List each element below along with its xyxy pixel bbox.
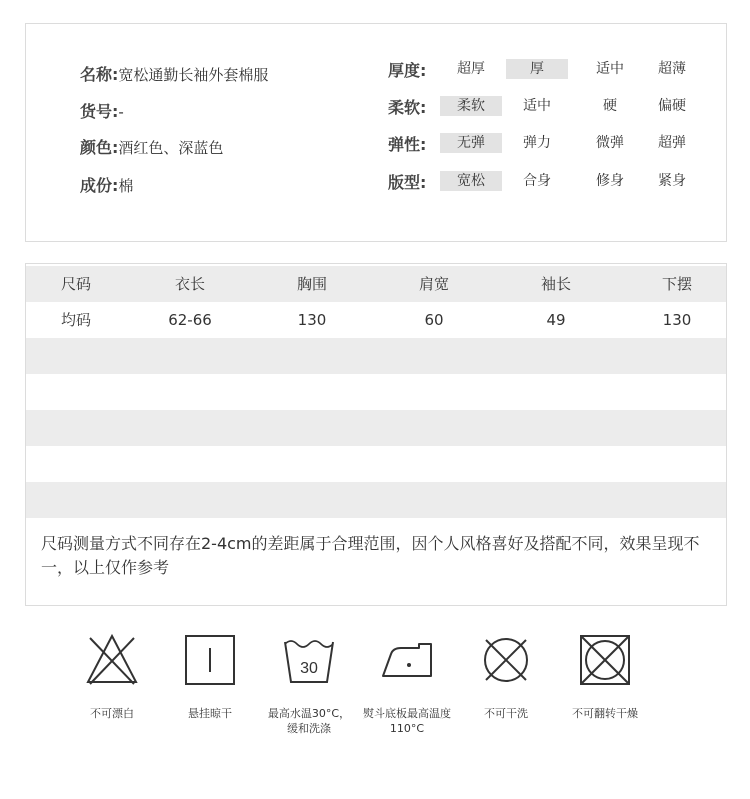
care-caption: 不可干洗 <box>484 707 528 720</box>
care-hang-dry <box>165 632 255 721</box>
care-caption: 最高水温30°C，缓和洗涤 <box>267 707 351 735</box>
care-iron <box>362 632 452 736</box>
thickness-option-selected: 厚 <box>506 59 568 79</box>
header-cell: 下摆 <box>661 275 692 293</box>
header-cell: 肩宽 <box>418 275 449 293</box>
product-color <box>80 135 223 158</box>
fit-option-selected: 宽松 <box>440 171 502 191</box>
empty-row <box>26 482 726 518</box>
elasticity-option: 弹力 <box>523 135 551 151</box>
wash-30-icon <box>281 632 337 688</box>
softness-option: 硬 <box>603 98 617 114</box>
thickness-label: 厚度: <box>388 61 427 80</box>
care-no-tumble-dry <box>559 632 651 721</box>
product-color-label: 颜色: <box>80 138 119 157</box>
header-cell: 衣长 <box>174 275 205 293</box>
thickness-option: 适中 <box>596 61 624 77</box>
table-cell: 均码 <box>60 311 91 329</box>
header-cell: 胸围 <box>296 275 327 293</box>
care-no-dry-clean <box>461 632 551 721</box>
table-cell: 49 <box>546 311 566 329</box>
fit-option: 修身 <box>596 173 624 189</box>
wash-temp-text: 30 <box>300 660 318 677</box>
no-bleach-icon <box>84 632 140 688</box>
fit-label: 版型: <box>388 173 427 192</box>
thickness-option: 超厚 <box>457 61 485 77</box>
fit-option: 合身 <box>523 173 551 189</box>
empty-row <box>26 446 726 482</box>
size-note: 尺码测量方式不同存在2-4cm的差距属于合理范围，因个人风格喜好及搭配不同，效果呈现不一，以上仅作参考 <box>41 534 700 577</box>
product-color-value: 酒红色、深蓝色 <box>118 139 224 157</box>
elasticity-label: 弹性: <box>388 135 427 154</box>
header-cell: 尺码 <box>60 275 91 293</box>
hang-dry-icon <box>182 632 238 688</box>
care-caption: 不可漂白 <box>90 707 134 720</box>
no-dry-clean-icon <box>478 632 534 688</box>
table-cell: 130 <box>662 311 692 329</box>
care-caption: 不可翻转干燥 <box>572 707 638 720</box>
empty-row <box>26 374 726 410</box>
product-name <box>80 62 268 85</box>
product-name-value: 宽松通勤长袖外套棉服 <box>118 66 269 84</box>
care-caption: 悬挂晾干 <box>188 707 232 720</box>
product-material <box>80 173 133 196</box>
care-caption: 熨斗底板最高温度110°C <box>363 707 451 735</box>
header-cell: 袖长 <box>540 275 571 293</box>
softness-label: 柔软: <box>388 98 427 117</box>
iron-110-icon <box>379 632 435 688</box>
product-name-label: 名称: <box>80 65 119 84</box>
table-cell: 60 <box>424 311 444 329</box>
empty-row <box>26 338 726 374</box>
product-info-panel <box>25 23 727 242</box>
product-material-value: 棉 <box>118 177 134 195</box>
fit-option: 紧身 <box>658 173 686 189</box>
elasticity-option-selected: 无弹 <box>440 133 502 153</box>
elasticity-option: 微弹 <box>596 135 624 151</box>
size-table-header <box>26 266 726 302</box>
product-sku-value: - <box>118 103 124 121</box>
no-tumble-dry-icon <box>577 632 633 688</box>
product-sku-label: 货号: <box>80 102 119 121</box>
softness-option: 偏硬 <box>658 98 686 114</box>
table-row <box>26 302 726 338</box>
table-cell: 62-66 <box>168 311 212 329</box>
care-no-bleach <box>67 632 157 721</box>
empty-row <box>26 410 726 446</box>
thickness-option: 超薄 <box>658 61 686 77</box>
size-table <box>25 263 727 606</box>
care-wash-30 <box>264 632 354 736</box>
table-cell: 130 <box>297 311 327 329</box>
softness-option: 适中 <box>523 98 551 114</box>
elasticity-option: 超弹 <box>658 135 686 151</box>
product-material-label: 成份: <box>80 176 119 195</box>
softness-option-selected: 柔软 <box>440 96 502 116</box>
product-sku <box>80 99 124 122</box>
